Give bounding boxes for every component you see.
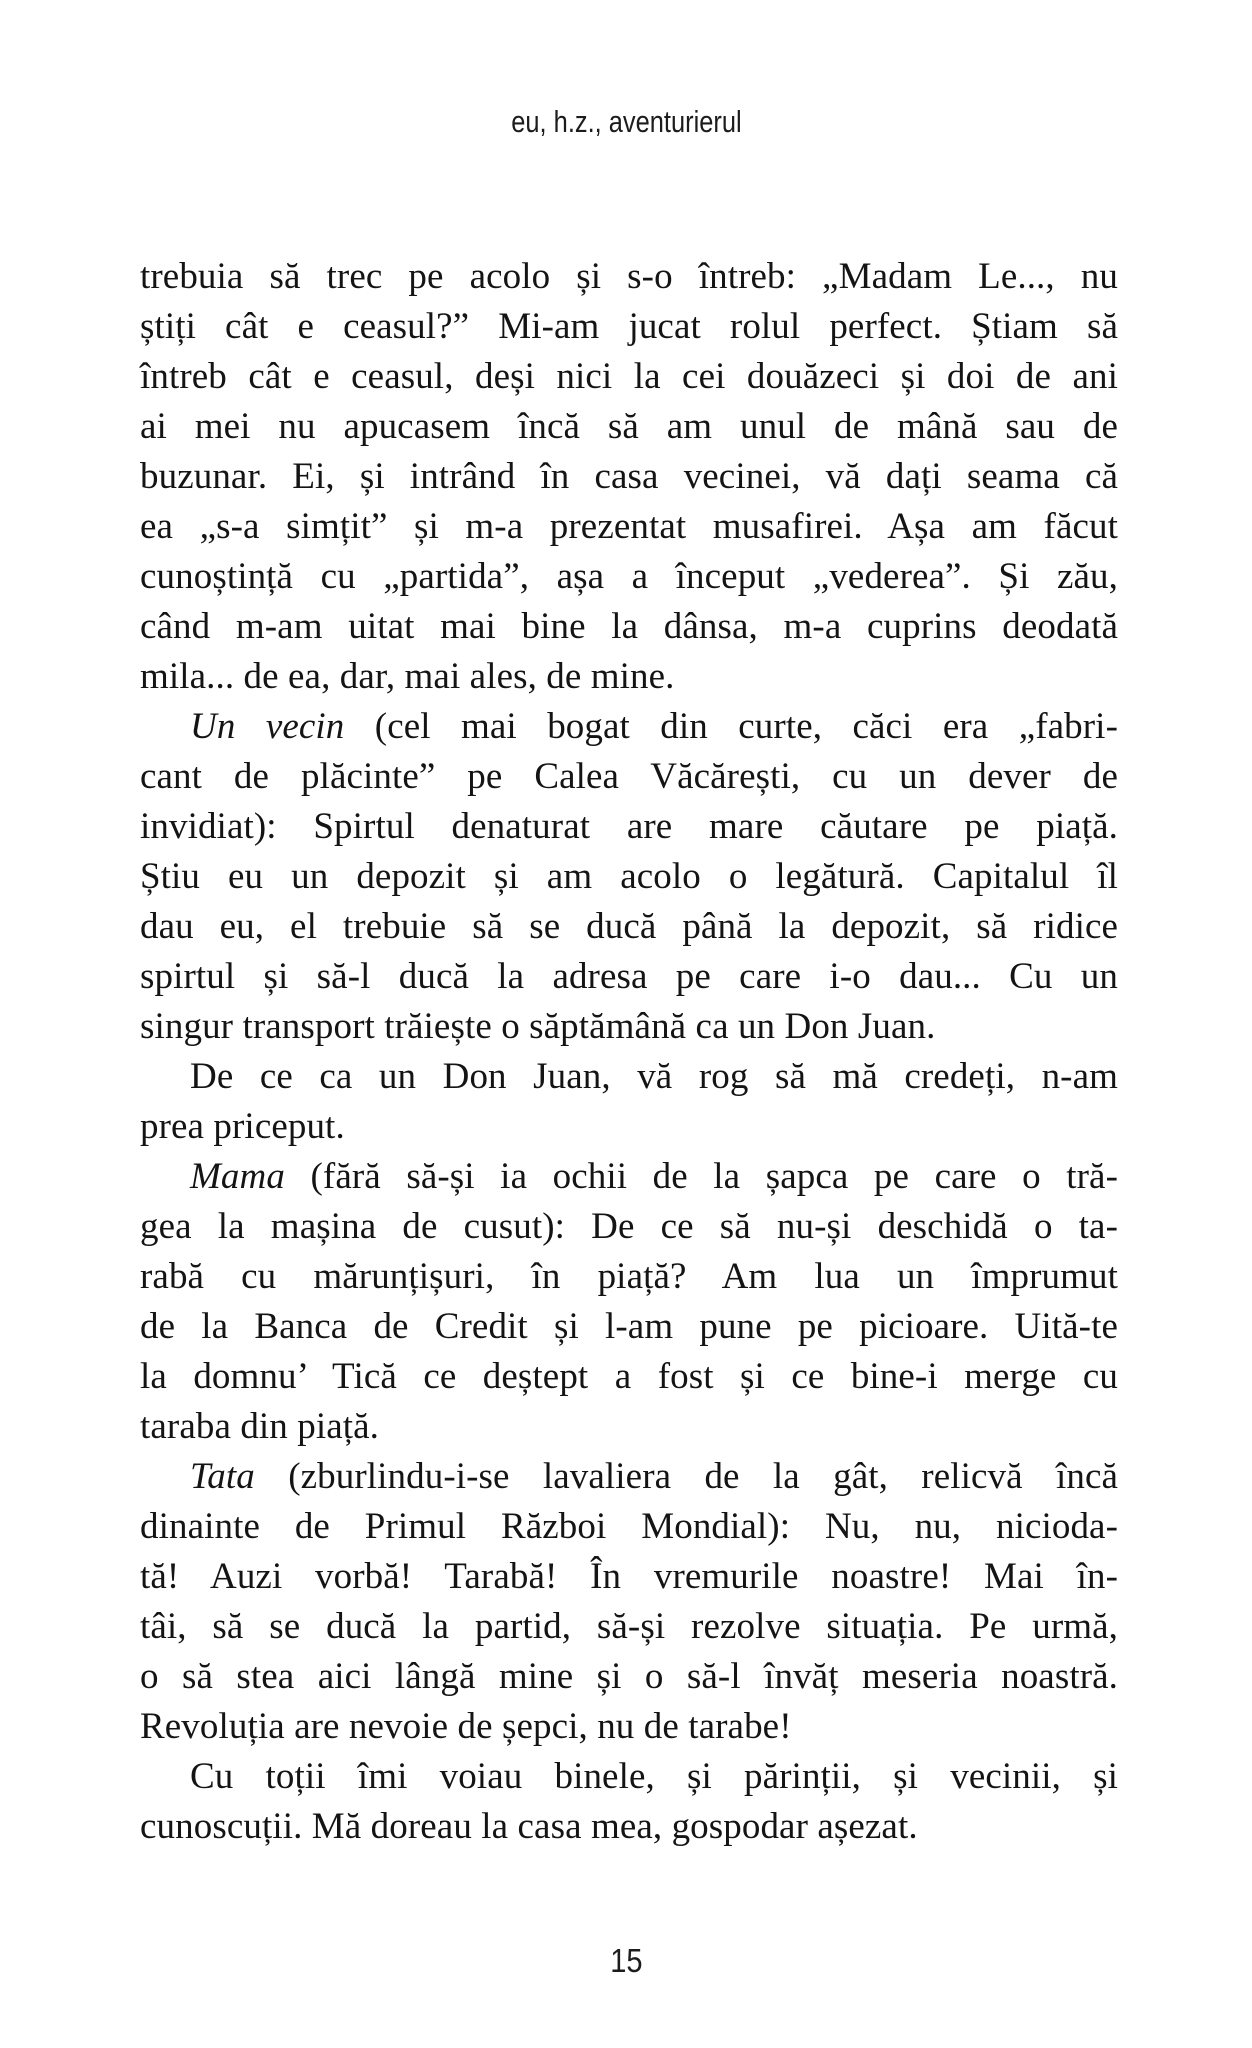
text-line bbox=[140, 852, 1118, 902]
text-segment: ea „s-a simțit” și m-a prezentat musafirei. Așa am făcut bbox=[140, 506, 1118, 547]
text-segment: gea la mașina de cusut): De ce să nu-și deschidă o ta- bbox=[140, 1206, 1118, 1247]
text-segment: spirtul și să-l ducă la adresa pe care i-o dau... Cu un bbox=[140, 956, 1118, 997]
text-line bbox=[140, 952, 1118, 1002]
text-segment: tâi, să se ducă la partid, să-și rezolve situația. Pe urmă, bbox=[140, 1606, 1118, 1647]
text-segment: o să stea aici lângă mine și o să-l învăț meseria noastră. bbox=[140, 1656, 1118, 1697]
text-line bbox=[140, 1702, 1118, 1752]
text-segment: la domnu’ Tică ce deștept a fost și ce bine-i merge cu bbox=[140, 1356, 1118, 1397]
text-line bbox=[140, 602, 1118, 652]
text-segment: mila... de ea, dar, mai ales, de mine. bbox=[140, 656, 675, 697]
text-segment: dau eu, el trebuie să se ducă până la depozit, să ridice bbox=[140, 906, 1118, 947]
text-line bbox=[140, 1602, 1118, 1652]
text-line bbox=[140, 1202, 1118, 1252]
text-line bbox=[140, 1402, 1118, 1452]
text-line bbox=[140, 1552, 1118, 1602]
text-segment: întreb cât e ceasul, deși nici la cei douăzeci și doi de ani bbox=[140, 356, 1118, 397]
text-line bbox=[140, 352, 1118, 402]
text-line bbox=[140, 1502, 1118, 1552]
text-line bbox=[140, 1152, 1118, 1202]
text-segment: taraba din piață. bbox=[140, 1406, 380, 1447]
text-segment: cunoștință cu „partida”, așa a început „vederea”. Și zău, bbox=[140, 556, 1118, 597]
text-line bbox=[140, 452, 1118, 502]
text-line bbox=[140, 252, 1118, 302]
text-segment: trebuia să trec pe acolo și s-o întreb: „Madam Le..., nu bbox=[140, 256, 1118, 297]
text-line bbox=[140, 752, 1118, 802]
page-number bbox=[0, 1942, 1252, 1980]
speaker-name: Un vecin bbox=[190, 706, 345, 747]
text-segment: ai mei nu apucasem încă să am unul de mână sau de bbox=[140, 406, 1118, 447]
text-line bbox=[140, 702, 1118, 752]
text-line bbox=[140, 502, 1118, 552]
text-segment: (zburlindu-i-se lavaliera de la gât, relicvă încă bbox=[254, 1456, 1118, 1497]
text-segment: De ce ca un Don Juan, vă rog să mă credeți, n-am bbox=[190, 1056, 1118, 1097]
text-line bbox=[140, 402, 1118, 452]
body-text bbox=[140, 252, 1118, 1852]
text-line bbox=[140, 1752, 1118, 1802]
text-segment: singur transport trăiește o săptămână ca un Don Juan. bbox=[140, 1006, 936, 1047]
speaker-name: Mama bbox=[190, 1156, 285, 1197]
text-segment: știți cât e ceasul?” Mi-am jucat rolul perfect. Știam să bbox=[140, 306, 1118, 347]
text-line bbox=[140, 302, 1118, 352]
text-line bbox=[140, 1652, 1118, 1702]
text-segment: buzunar. Ei, și intrând în casa vecinei, vă dați seama că bbox=[140, 456, 1118, 497]
text-line bbox=[140, 552, 1118, 602]
text-line bbox=[140, 1452, 1118, 1502]
text-segment: rabă cu mărunțișuri, în piață? Am lua un împrumut bbox=[140, 1256, 1118, 1297]
speaker-name: Tata bbox=[190, 1456, 255, 1497]
text-segment: (cel mai bogat din curte, căci era „fabri- bbox=[344, 706, 1118, 747]
text-segment: cunoscuții. Mă doreau la casa mea, gospodar așezat. bbox=[140, 1806, 918, 1847]
text-segment: Știu eu un depozit și am acolo o legătură. Capitalul îl bbox=[140, 856, 1118, 897]
text-line bbox=[140, 1302, 1118, 1352]
text-line bbox=[140, 1102, 1118, 1152]
text-line bbox=[140, 1052, 1118, 1102]
page-number-value: 15 bbox=[609, 1942, 643, 1979]
text-segment: cant de plăcinte” pe Calea Văcărești, cu un dever de bbox=[140, 756, 1118, 797]
text-line bbox=[140, 652, 1118, 702]
text-segment: tă! Auzi vorbă! Tarabă! În vremurile noastre! Mai în- bbox=[140, 1556, 1118, 1597]
text-segment: dinainte de Primul Război Mondial): Nu, nu, nicioda- bbox=[140, 1506, 1118, 1547]
text-segment: prea priceput. bbox=[140, 1106, 345, 1147]
text-segment: (fără să-și ia ochii de la șapca pe care o tră- bbox=[284, 1156, 1118, 1197]
text-line bbox=[140, 1252, 1118, 1302]
text-line bbox=[140, 1002, 1118, 1052]
text-segment: Revoluția are nevoie de șepci, nu de tarabe! bbox=[140, 1706, 792, 1747]
text-line bbox=[140, 1802, 1118, 1852]
text-line bbox=[140, 1352, 1118, 1402]
text-segment: când m-am uitat mai bine la dânsa, m-a cuprins deodată bbox=[140, 606, 1118, 647]
text-line bbox=[140, 802, 1118, 852]
text-line bbox=[140, 902, 1118, 952]
text-segment: Cu toții îmi voiau binele, și părinții, și vecinii, și bbox=[190, 1756, 1118, 1797]
text-segment: invidiat): Spirtul denaturat are mare căutare pe piață. bbox=[140, 806, 1118, 847]
running-header bbox=[0, 104, 1252, 140]
text-segment: de la Banca de Credit și l-am pune pe picioare. Uită-te bbox=[140, 1306, 1118, 1347]
running-header-title: eu, h.z., aventurierul bbox=[510, 104, 742, 139]
